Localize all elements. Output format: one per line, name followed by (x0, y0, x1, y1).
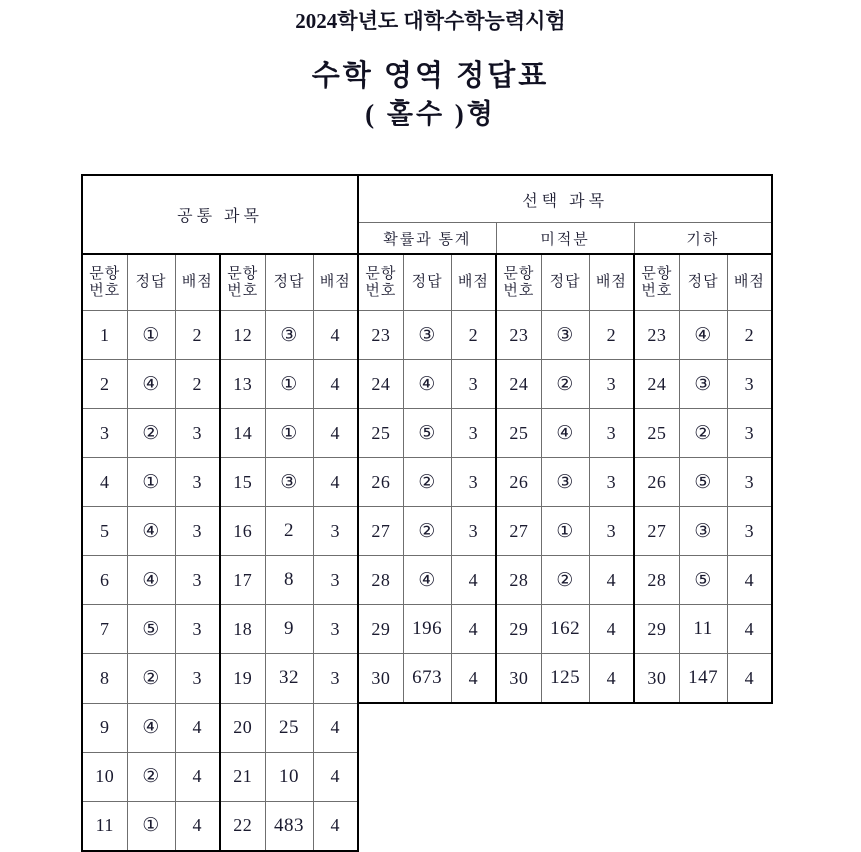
cell-answer: ① (127, 801, 175, 851)
cell-answer: ④ (403, 360, 451, 409)
cell-points: 4 (313, 360, 358, 409)
cell-answer: ② (679, 409, 727, 458)
table-row (82, 556, 772, 605)
cell-points: 4 (589, 605, 634, 654)
cell-question-number: 26 (496, 458, 541, 507)
table-body (82, 311, 772, 851)
cell-answer: ② (127, 409, 175, 458)
cell-points: 4 (727, 654, 772, 704)
col-header-answer-calc: 정답 (541, 254, 589, 311)
cell-question-number: 29 (634, 605, 679, 654)
cell-answer: 2 (265, 507, 313, 556)
col-header-number-line1: 문항 (503, 265, 535, 282)
col-header-number-line1: 문항 (89, 265, 121, 282)
table-row (82, 507, 772, 556)
empty-area (358, 703, 772, 752)
col-header-number-1 (82, 254, 127, 311)
cell-points: 4 (727, 556, 772, 605)
cell-question-number: 20 (220, 703, 265, 752)
cell-points: 3 (313, 605, 358, 654)
table-row (82, 801, 772, 851)
cell-answer: ① (265, 360, 313, 409)
cell-points: 3 (313, 556, 358, 605)
cell-points: 4 (313, 458, 358, 507)
col-header-number-line1: 문항 (365, 265, 397, 282)
cell-points: 3 (727, 360, 772, 409)
table-row (82, 409, 772, 458)
cell-question-number: 30 (358, 654, 403, 704)
cell-points: 4 (451, 556, 496, 605)
table-row (82, 752, 772, 801)
table-row (82, 703, 772, 752)
cell-answer: ① (265, 409, 313, 458)
cell-answer: 9 (265, 605, 313, 654)
col-header-number-prob (358, 254, 403, 311)
group-header-elective: 선택 과목 (358, 175, 772, 223)
cell-answer: ③ (679, 360, 727, 409)
cell-question-number: 24 (496, 360, 541, 409)
subject-header-geometry: 기하 (634, 223, 772, 255)
cell-question-number: 5 (82, 507, 127, 556)
cell-points: 4 (313, 752, 358, 801)
cell-answer: ② (127, 752, 175, 801)
cell-question-number: 25 (634, 409, 679, 458)
cell-answer: ④ (127, 703, 175, 752)
cell-question-number: 29 (496, 605, 541, 654)
cell-points: 4 (313, 801, 358, 851)
col-header-number-line2: 번호 (89, 282, 121, 299)
cell-answer: ① (127, 311, 175, 360)
cell-points: 3 (313, 507, 358, 556)
cell-points: 3 (175, 507, 220, 556)
cell-points: 4 (727, 605, 772, 654)
cell-points: 3 (589, 409, 634, 458)
cell-question-number: 19 (220, 654, 265, 704)
cell-question-number: 12 (220, 311, 265, 360)
col-header-number-line2: 번호 (227, 282, 259, 299)
cell-answer: 10 (265, 752, 313, 801)
cell-question-number: 27 (358, 507, 403, 556)
cell-points: 3 (175, 458, 220, 507)
cell-answer: ④ (127, 360, 175, 409)
cell-question-number: 30 (634, 654, 679, 704)
col-header-number-line2: 번호 (503, 282, 535, 299)
cell-question-number: 10 (82, 752, 127, 801)
subject-header-calculus: 미적분 (496, 223, 634, 255)
cell-answer: ① (127, 458, 175, 507)
cell-points: 3 (451, 360, 496, 409)
col-header-number-line2: 번호 (641, 282, 673, 299)
cell-answer: ② (403, 458, 451, 507)
cell-points: 2 (175, 311, 220, 360)
cell-points: 4 (451, 605, 496, 654)
cell-points: 3 (175, 605, 220, 654)
cell-answer: ④ (127, 556, 175, 605)
cell-question-number: 28 (496, 556, 541, 605)
cell-question-number: 25 (358, 409, 403, 458)
cell-question-number: 11 (82, 801, 127, 851)
col-header-number-line2: 번호 (365, 282, 397, 299)
cell-answer: ⑤ (679, 556, 727, 605)
cell-points: 3 (451, 409, 496, 458)
cell-question-number: 27 (634, 507, 679, 556)
cell-answer: ② (403, 507, 451, 556)
col-header-points-calc: 배점 (589, 254, 634, 311)
title-block (0, 0, 861, 132)
cell-points: 3 (313, 654, 358, 704)
cell-answer: ⑤ (403, 409, 451, 458)
cell-points: 4 (175, 752, 220, 801)
cell-answer: 125 (541, 654, 589, 704)
cell-question-number: 4 (82, 458, 127, 507)
form-type-label: ( 홀수 )형 (365, 98, 496, 129)
cell-points: 2 (589, 311, 634, 360)
cell-question-number: 24 (358, 360, 403, 409)
cell-answer: ③ (403, 311, 451, 360)
cell-question-number: 14 (220, 409, 265, 458)
cell-question-number: 28 (634, 556, 679, 605)
col-header-number-line1: 문항 (227, 265, 259, 282)
cell-points: 3 (175, 556, 220, 605)
cell-question-number: 16 (220, 507, 265, 556)
cell-question-number: 6 (82, 556, 127, 605)
cell-answer: ③ (265, 458, 313, 507)
cell-points: 3 (175, 409, 220, 458)
cell-points: 3 (727, 458, 772, 507)
cell-points: 4 (313, 311, 358, 360)
cell-answer: ② (541, 360, 589, 409)
cell-points: 3 (727, 409, 772, 458)
cell-question-number: 15 (220, 458, 265, 507)
col-header-number-calc (496, 254, 541, 311)
cell-answer: ④ (679, 311, 727, 360)
cell-question-number: 7 (82, 605, 127, 654)
cell-answer: ② (541, 556, 589, 605)
cell-question-number: 26 (358, 458, 403, 507)
cell-question-number: 21 (220, 752, 265, 801)
cell-answer: 32 (265, 654, 313, 704)
cell-points: 3 (589, 360, 634, 409)
cell-answer: ④ (127, 507, 175, 556)
cell-points: 3 (451, 458, 496, 507)
col-header-answer-2: 정답 (265, 254, 313, 311)
cell-answer: 8 (265, 556, 313, 605)
table-head (82, 175, 772, 311)
answer-table (81, 174, 773, 852)
cell-question-number: 29 (358, 605, 403, 654)
cell-points: 4 (451, 654, 496, 704)
cell-points: 4 (175, 801, 220, 851)
table-row (82, 654, 772, 704)
cell-question-number: 28 (358, 556, 403, 605)
table-row (82, 458, 772, 507)
cell-answer: 162 (541, 605, 589, 654)
empty-area (358, 801, 772, 851)
group-header-common: 공통 과목 (82, 175, 358, 254)
subject-header-probability-statistics: 확률과 통계 (358, 223, 496, 255)
cell-answer: 196 (403, 605, 451, 654)
cell-points: 4 (313, 703, 358, 752)
cell-answer: 25 (265, 703, 313, 752)
column-header-row (82, 254, 772, 311)
col-header-points-2: 배점 (313, 254, 358, 311)
cell-question-number: 30 (496, 654, 541, 704)
cell-question-number: 8 (82, 654, 127, 704)
col-header-answer-prob: 정답 (403, 254, 451, 311)
cell-answer: ① (541, 507, 589, 556)
cell-answer: ② (127, 654, 175, 704)
cell-question-number: 23 (634, 311, 679, 360)
empty-area (358, 752, 772, 801)
cell-question-number: 1 (82, 311, 127, 360)
cell-points: 4 (313, 409, 358, 458)
cell-points: 4 (175, 703, 220, 752)
cell-answer: ⑤ (679, 458, 727, 507)
col-header-answer-1: 정답 (127, 254, 175, 311)
cell-points: 2 (175, 360, 220, 409)
page-title: 수학 영역 정답표 (311, 60, 550, 93)
cell-question-number: 23 (358, 311, 403, 360)
cell-points: 2 (451, 311, 496, 360)
cell-answer: 147 (679, 654, 727, 704)
cell-points: 3 (727, 507, 772, 556)
cell-question-number: 2 (82, 360, 127, 409)
col-header-number-geom (634, 254, 679, 311)
cell-question-number: 25 (496, 409, 541, 458)
cell-question-number: 17 (220, 556, 265, 605)
cell-answer: ③ (679, 507, 727, 556)
col-header-points-prob: 배점 (451, 254, 496, 311)
table-row (82, 360, 772, 409)
cell-question-number: 13 (220, 360, 265, 409)
col-header-number-2 (220, 254, 265, 311)
cell-answer: ③ (265, 311, 313, 360)
cell-question-number: 27 (496, 507, 541, 556)
cell-answer: ④ (403, 556, 451, 605)
col-header-points-geom: 배점 (727, 254, 772, 311)
col-header-points-1: 배점 (175, 254, 220, 311)
cell-points: 3 (589, 458, 634, 507)
cell-question-number: 22 (220, 801, 265, 851)
cell-question-number: 26 (634, 458, 679, 507)
exam-year-title: 2024학년도 대학수학능력시험 (295, 9, 566, 33)
cell-points: 3 (451, 507, 496, 556)
table-row (82, 605, 772, 654)
cell-answer: 483 (265, 801, 313, 851)
cell-points: 3 (589, 507, 634, 556)
cell-answer: ③ (541, 458, 589, 507)
cell-question-number: 24 (634, 360, 679, 409)
cell-answer: ⑤ (127, 605, 175, 654)
cell-points: 4 (589, 556, 634, 605)
table-row (82, 311, 772, 360)
cell-answer: ④ (541, 409, 589, 458)
cell-answer: ③ (541, 311, 589, 360)
col-header-answer-geom: 정답 (679, 254, 727, 311)
cell-points: 4 (589, 654, 634, 704)
cell-answer: 673 (403, 654, 451, 704)
group-header-row (82, 175, 772, 223)
col-header-number-line1: 문항 (641, 265, 673, 282)
cell-question-number: 9 (82, 703, 127, 752)
answer-table-container (81, 174, 773, 852)
cell-question-number: 18 (220, 605, 265, 654)
cell-points: 2 (727, 311, 772, 360)
cell-question-number: 23 (496, 311, 541, 360)
cell-question-number: 3 (82, 409, 127, 458)
cell-answer: 11 (679, 605, 727, 654)
cell-points: 3 (175, 654, 220, 704)
